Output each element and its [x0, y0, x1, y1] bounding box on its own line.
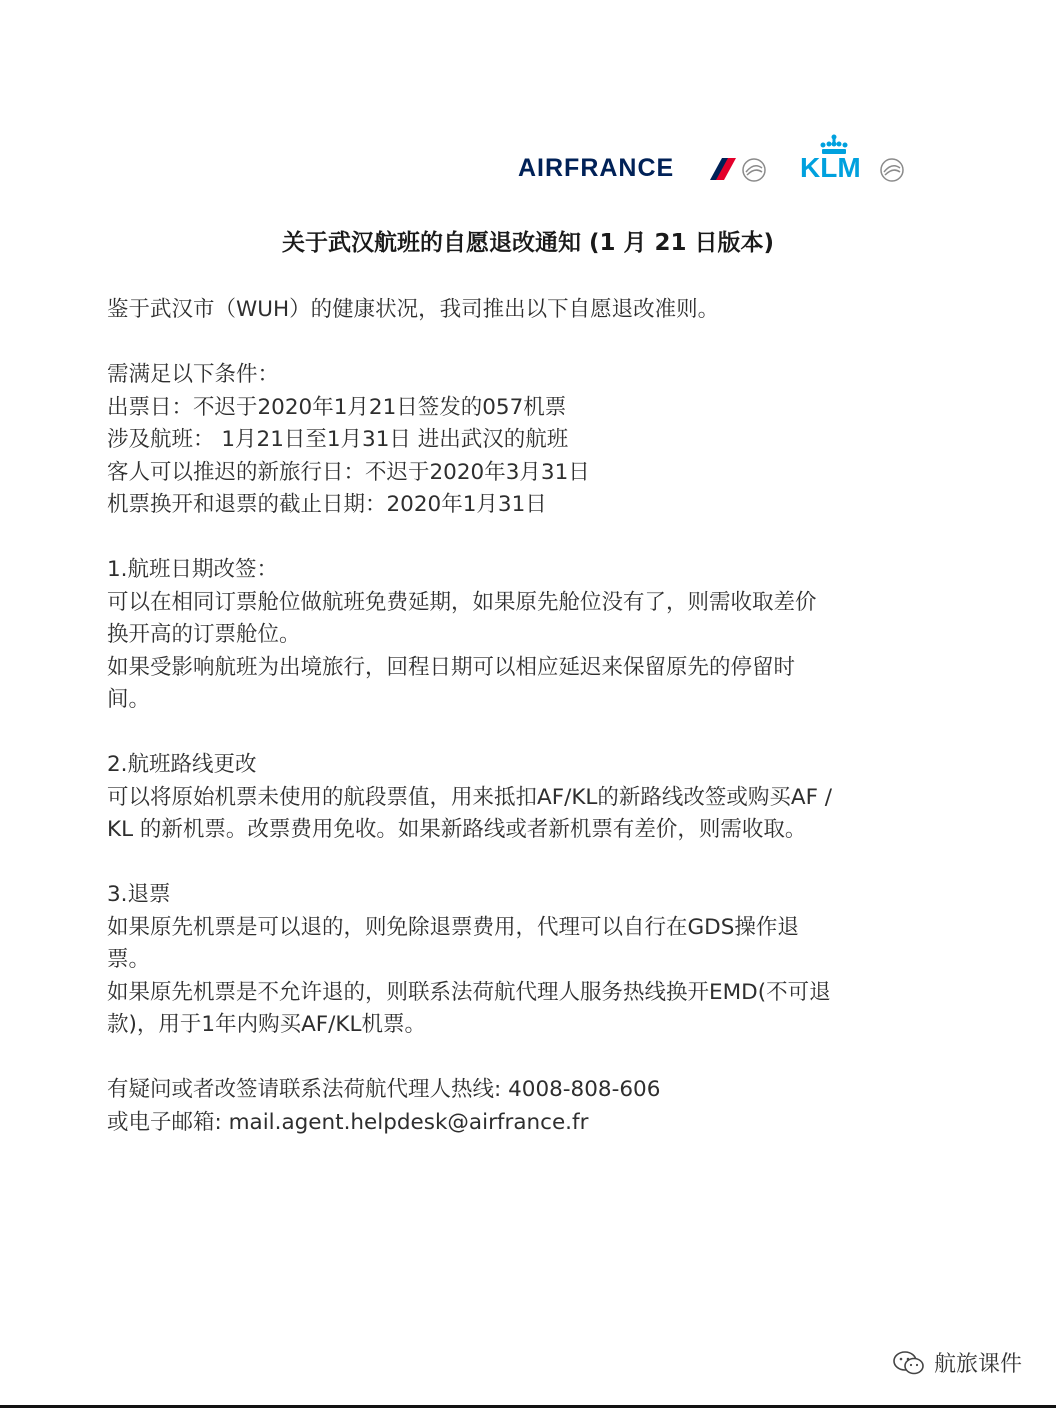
wechat-icon [892, 1349, 926, 1377]
watermark [892, 1347, 1022, 1378]
section-line: 如果原先机票是可以退的，则免除退票费用，代理可以自行在GDS操作退 [107, 914, 799, 940]
notice-body [107, 294, 947, 1139]
airline-logos [0, 130, 1056, 200]
section-line: 可以在相同订票舱位做航班免费延期，如果原先舱位没有了，则需收取差价 [107, 589, 817, 615]
section-heading: 3.退票 [107, 882, 171, 907]
skyteam-seal-icon [876, 154, 908, 186]
section-line: 款)，用于1年内购买AF/KL机票。 [107, 1012, 426, 1037]
section-line: 可以将原始机票未使用的航段票值，用来抵扣AF/KL的新路线改签或购买AF / [107, 784, 833, 810]
section-line: 间。 [107, 687, 151, 712]
section-line: 票。 [107, 947, 151, 972]
section-line: 如果原先机票是不允许退的，则联系法荷航代理人服务热线换开EMD(不可退 [107, 979, 831, 1005]
conditions-heading: 需满足以下条件： [107, 362, 280, 387]
document-title: 关于武汉航班的自愿退改通知 (1 月 21 日版本) [281, 230, 775, 256]
section-heading: 1.航班日期改签： [107, 557, 279, 582]
klm-logo: KLM [800, 152, 861, 183]
condition-line: 机票换开和退票的截止日期：2020年1月31日 [107, 492, 547, 517]
intro-text: 鉴于武汉市（WUH）的健康状况，我司推出以下自愿退改准则。 [107, 297, 720, 322]
section-line: 如果受影响航班为出境旅行，回程日期可以相应延迟来保留原先的停留时 [107, 654, 796, 680]
condition-line: 出票日：不迟于2020年1月21日签发的057机票 [107, 394, 567, 420]
section-heading: 2.航班路线更改 [107, 752, 257, 777]
contact-hotline: 有疑问或者改签请联系法荷航代理人热线: 4008-808-606 [107, 1077, 661, 1102]
condition-line: 涉及航班： 1月21日至1月31日 进出武汉的航班 [107, 427, 569, 452]
contact-email: 或电子邮箱: mail.agent.helpdesk@airfrance.fr [107, 1109, 589, 1135]
section-line: KL 的新机票。改票费用免收。如果新路线或者新机票有差价，则需收取。 [107, 817, 807, 842]
airfrance-stripe-icon [708, 156, 738, 182]
condition-line: 客人可以推迟的新旅行日：不迟于2020年3月31日 [107, 459, 590, 485]
airfrance-logo: AIRFRANCE [518, 154, 675, 182]
skyteam-seal-icon [738, 154, 770, 186]
section-line: 换开高的订票舱位。 [107, 622, 301, 647]
watermark-text: 航旅课件 [933, 1352, 1022, 1377]
